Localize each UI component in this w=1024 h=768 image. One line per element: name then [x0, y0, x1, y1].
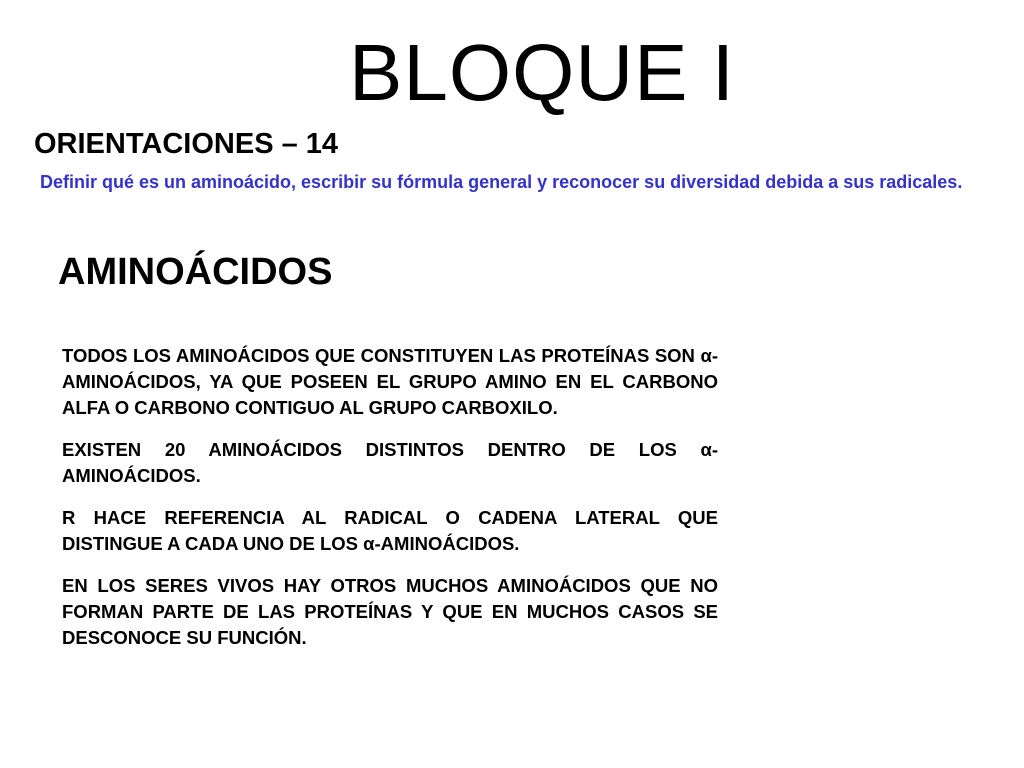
body-text	[62, 343, 718, 667]
slide-subtitle: ORIENTACIONES – 14	[34, 128, 339, 160]
paragraph-twenty-amino-acids: EXISTEN 20 AMINOÁCIDOS DISTINTOS DENTRO DE LOS α-AMINOÁCIDOS.	[62, 439, 718, 486]
section-heading: AMINOÁCIDOS	[58, 251, 333, 293]
paragraph-radical-r: R HACE REFERENCIA AL RADICAL O CADENA LATERAL QUE DISTINGUE A CADA UNO DE LOS α-AMINOÁCIDOS.	[62, 507, 718, 554]
learning-objective: Definir qué es un aminoácido, escribir su fórmula general y reconocer su diversidad debida a sus radicales.	[40, 172, 963, 192]
paragraph-alpha-amino-acids: TODOS LOS AMINOÁCIDOS QUE CONSTITUYEN LAS PROTEÍNAS SON α-AMINOÁCIDOS, YA QUE POSEEN EL GRUPO AMINO EN EL CARBONO ALFA O CARBONO CONTIGUO AL GRUPO CARBOXILO.	[62, 345, 718, 418]
paragraph-other-amino-acids: EN LOS SERES VIVOS HAY OTROS MUCHOS AMINOÁCIDOS QUE NO FORMAN PARTE DE LAS PROTEÍNAS Y QUE EN MUCHOS CASOS SE DESCONOCE SU FUNCIÓN.	[62, 575, 718, 648]
slide-title: BLOQUE I	[349, 28, 735, 117]
